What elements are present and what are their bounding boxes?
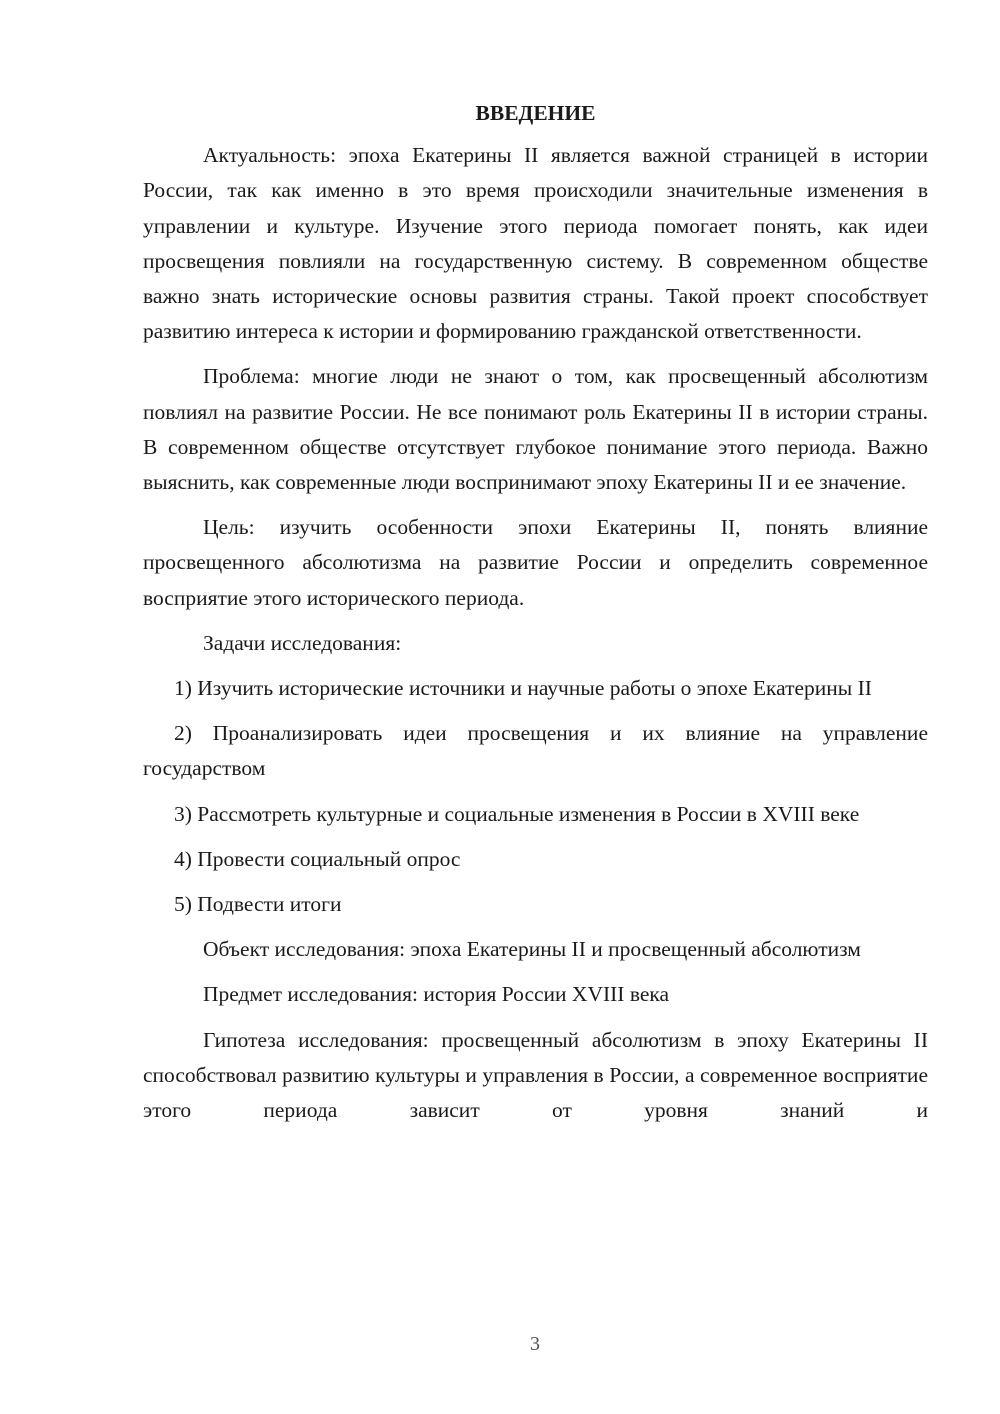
paragraph-object: Объект исследования: эпоха Екатерины II и просвещенный абсолютизм — [203, 937, 861, 962]
paragraph-hypothesis: Гипотеза исследования: просвещенный абсолютизм в эпоху Екатерины II способствовал развитию культуры и управления в России, а современное восприятие этого периода зависит от уровня знаний и — [143, 1027, 928, 1123]
paragraph-subject: Предмет исследования: история России XVIII века — [203, 982, 670, 1007]
task-item-5: 5) Подвести итоги — [174, 892, 342, 917]
paragraph-problem: Проблема: многие люди не знают о том, как просвещенный абсолютизм повлиял на развитие России. Не все понимают роль Екатерины II в истории страны. В современном обществе отсутствует глубокое понимание этого периода. Важно выяснить, как современные люди воспринимают эпоху Екатерины II и ее значение. — [143, 364, 928, 495]
page-number: 3 — [530, 1333, 540, 1355]
paragraph-relevance: Актуальность: эпоха Екатерины II является важной страницей в истории России, так как именно в это время происходили значительные изменения в управлении и культуре. Изучение этого периода помогает понять, как идеи просвещения повлияли на государственную систему. В современном обществе важно знать исторические основы развития страны. Такой проект способствует развитию интереса к истории и формированию гражданской ответственности. — [143, 143, 928, 344]
page-content — [143, 96, 928, 1138]
task-item-2: 2) Проанализировать идеи просвещения и их влияние на управление государством — [143, 721, 928, 781]
page-title: ВВЕДЕНИЕ — [475, 101, 596, 125]
paragraph-goal: Цель: изучить особенности эпохи Екатерины II, понять влияние просвещенного абсолютизма на развитие России и определить современное восприятие этого исторического периода. — [143, 515, 928, 610]
task-item-1: 1) Изучить исторические источники и научные работы о эпохе Екатерины II — [174, 676, 872, 701]
paragraph-tasks-heading: Задачи исследования: — [203, 630, 402, 655]
task-item-3: 3) Рассмотреть культурные и социальные изменения в России в XVIII веке — [174, 801, 860, 826]
task-item-4: 4) Провести социальный опрос — [174, 846, 461, 871]
